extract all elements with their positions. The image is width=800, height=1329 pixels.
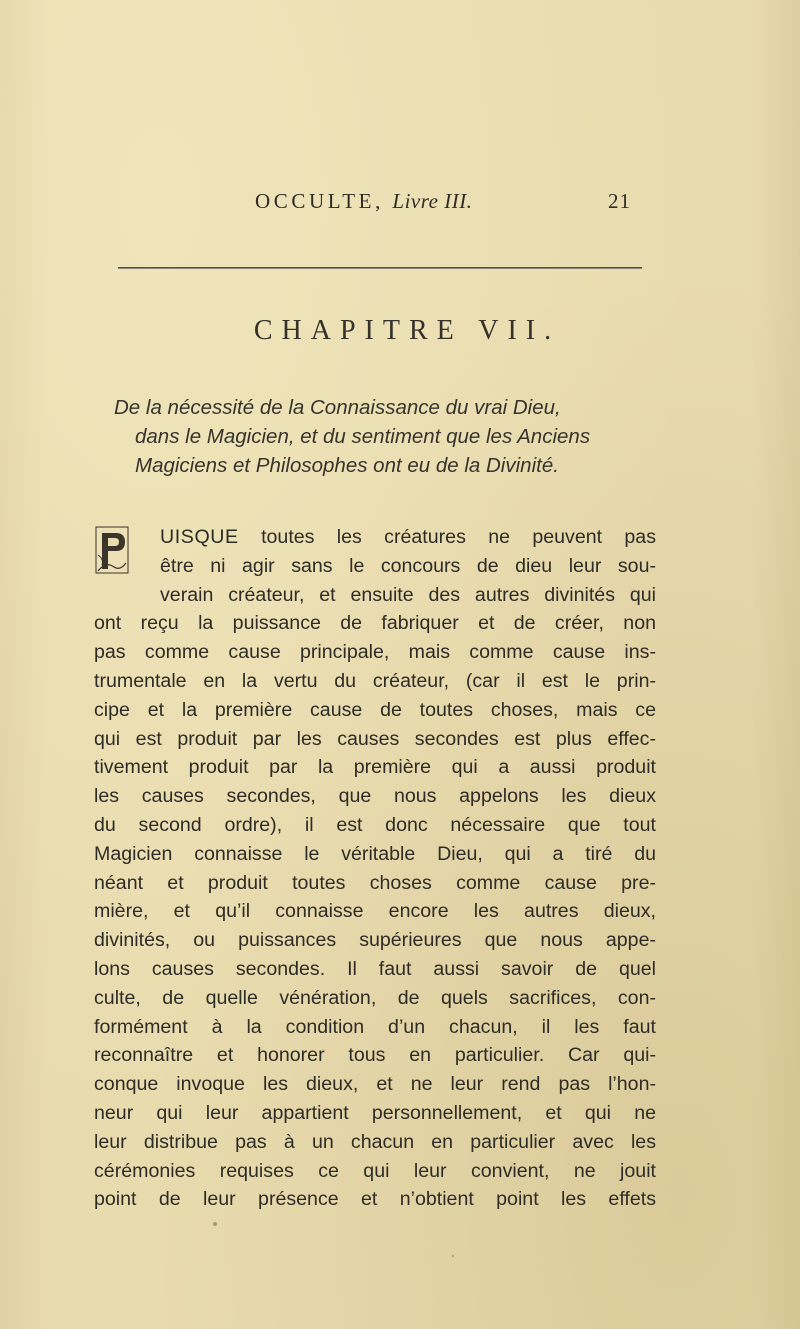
header-rule: [118, 267, 642, 269]
body-line-6: trumentale en la vertu du créateur, (car il est le prin-: [94, 669, 656, 692]
chapter-heading: CHAPITRE VII.: [253, 315, 561, 346]
drop-cap-ornament-icon: [94, 525, 130, 575]
body-paragraph: [94, 523, 656, 1214]
body-line-19: reconnaître et honorer tous en particulier. Car qui-: [94, 1044, 656, 1067]
body-line-14: mière, et qu’il connaisse encore les autres dieux,: [94, 900, 656, 923]
body-line-13: néant et produit toutes choses comme cause pre-: [94, 871, 656, 894]
running-head-title: [255, 189, 472, 214]
body-line-24: point de leur présence et n’obtient point les effets: [94, 1188, 656, 1211]
subtitle-line-3: Magiciens et Philosophes ont eu de la Divinité.: [135, 454, 559, 477]
running-head-title-italic: Livre III.: [392, 189, 473, 213]
body-line-16: lons causes secondes. Il faut aussi savoir de quel: [94, 957, 656, 980]
body-line-7: cipe et la première cause de toutes choses, mais ce: [94, 698, 656, 721]
body-line-22: leur distribue pas à un chacun en particulier avec les: [94, 1130, 656, 1153]
body-line-20: conque invoque les dieux, et ne leur rend pas l’hon-: [94, 1073, 656, 1096]
body-line-12: Magicien connaisse le véritable Dieu, qui a tiré du: [94, 842, 656, 865]
body-line-2: être ni agir sans le concours de dieu leur sou-: [160, 554, 656, 577]
chapter-subtitle: [114, 393, 674, 480]
body-line-15: divinités, ou puissances supérieures que nous appe-: [94, 929, 656, 952]
body-line-10: les causes secondes, que nous appelons les dieux: [94, 785, 656, 808]
paper-speck: [213, 1222, 217, 1226]
running-head-title-caps: OCCULTE,: [255, 189, 384, 213]
subtitle-line-1: De la nécessité de la Connaissance du vrai Dieu,: [114, 396, 561, 419]
body-line-9: tivement produit par la première qui a aussi produit: [94, 756, 656, 779]
body-line-23: cérémonies requises ce qui leur convient, ne jouit: [94, 1159, 656, 1182]
body-line-21: neur qui leur appartient personnellement, et qui ne: [94, 1101, 656, 1124]
body-line-1-text: toutes les créatures ne peuvent pas: [238, 526, 656, 548]
body-line-1: [94, 523, 656, 552]
paper-speck: [452, 1255, 454, 1257]
running-head: [0, 189, 800, 219]
subtitle-line-2: dans le Magicien, et du sentiment que les Anciens: [135, 425, 591, 448]
body-line-11: du second ordre), il est donc nécessaire que tout: [94, 813, 656, 836]
drop-cap: [94, 525, 152, 581]
body-line-8: qui est produit par les causes secondes est plus effec-: [94, 727, 656, 750]
body-line-18: formément à la condition d’un chacun, il les faut: [94, 1015, 656, 1038]
body-line-17: culte, de quelle vénération, de quels sacrifices, con-: [94, 986, 656, 1009]
page-number: 21: [608, 189, 631, 213]
body-line-4: ont reçu la puissance de fabriquer et de créer, non: [94, 612, 656, 635]
body-line-3: verain créateur, et ensuite des autres divinités qui: [160, 583, 656, 606]
first-word: UISQUE: [160, 526, 239, 548]
body-line-5: pas comme cause principale, mais comme cause ins-: [94, 641, 656, 664]
